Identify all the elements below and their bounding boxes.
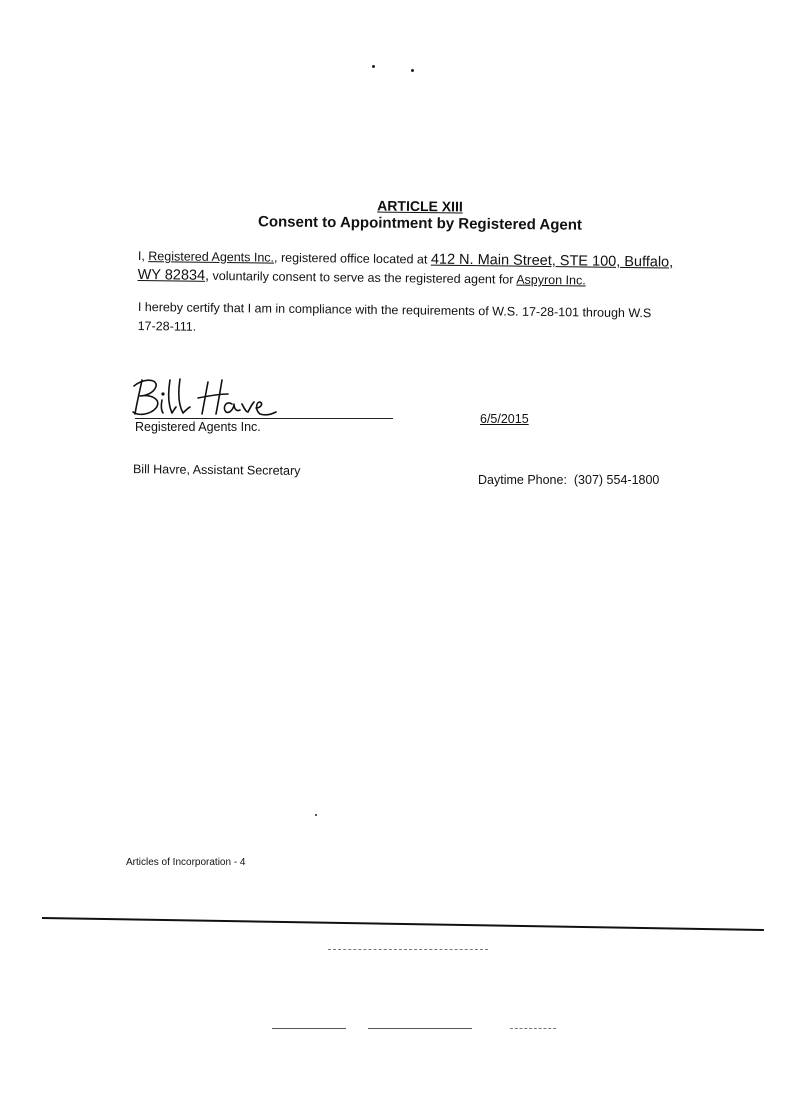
certify-text: I hereby certify that I am in compliance with the requirements of W.S. 17-28-101 through W.S xyxy=(137,299,652,321)
page-divider xyxy=(42,917,764,931)
agent-address-line1: 412 N. Main Street, STE 100, Buffalo, xyxy=(430,251,674,271)
consent-heading: Consent to Appointment by Registered Agent xyxy=(257,213,583,234)
consent-prefix: I, xyxy=(137,248,149,264)
certify-text-cont: 17-28-111. xyxy=(137,318,197,334)
scan-speck xyxy=(315,814,317,816)
phone-number: (307) 554-1800 xyxy=(573,473,660,487)
signer-title: Bill Havre, Assistant Secretary xyxy=(132,462,301,478)
signature-date: 6/5/2015 xyxy=(480,412,529,426)
scan-artifact-line xyxy=(510,1028,556,1029)
consent-middle: , registered office located at xyxy=(273,250,431,267)
article-title: ARTICLE XIII xyxy=(377,197,463,215)
daytime-phone xyxy=(478,473,659,487)
scan-speck xyxy=(372,65,375,68)
scan-artifact-line xyxy=(368,1028,472,1029)
signature-line xyxy=(135,418,393,419)
scan-artifact-line xyxy=(272,1028,346,1029)
phone-label: Daytime Phone: xyxy=(478,473,567,487)
certify-paragraph xyxy=(138,298,738,343)
consent-paragraph xyxy=(138,247,738,292)
signature-organization: Registered Agents Inc. xyxy=(135,420,261,434)
agent-name: Registered Agents Inc. xyxy=(148,249,275,265)
scan-artifact-line xyxy=(328,949,488,950)
company-name: Aspyron Inc. xyxy=(516,272,586,288)
handwritten-signature xyxy=(128,374,278,420)
agent-address-line2: WY 82834, xyxy=(137,266,210,284)
page-footer: Articles of Incorporation - 4 xyxy=(126,857,246,868)
scan-speck xyxy=(411,69,414,72)
consent-middle2: voluntarily consent to serve as the registered agent for xyxy=(209,268,517,287)
